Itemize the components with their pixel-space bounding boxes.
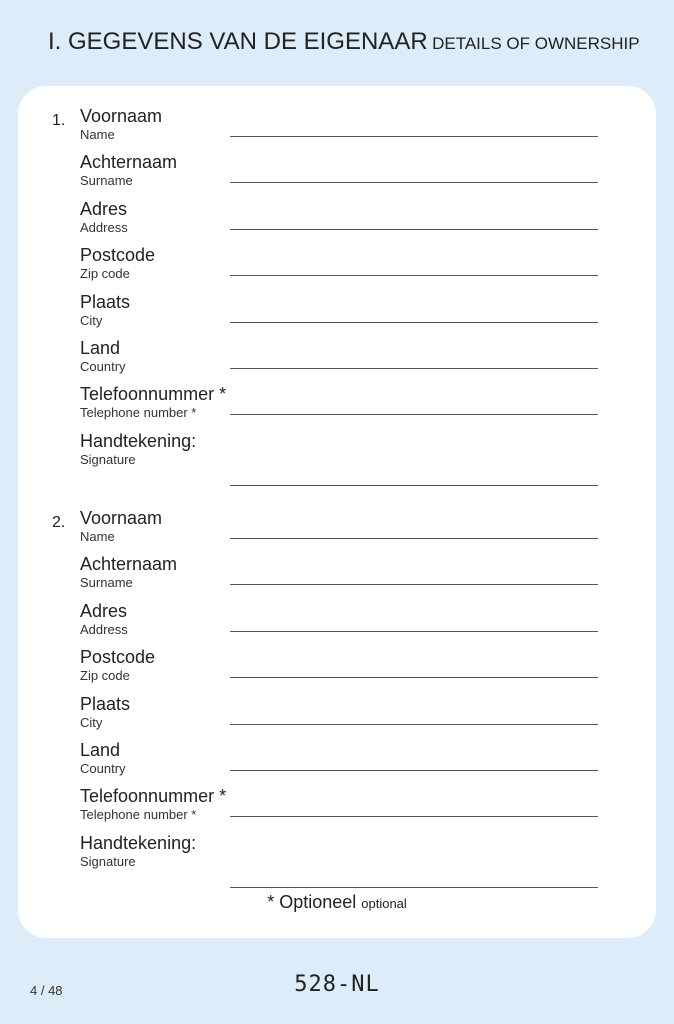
form-field-row xyxy=(18,384,656,428)
form-field-row xyxy=(18,601,656,645)
field-label: Land xyxy=(80,338,121,358)
write-in-line[interactable] xyxy=(230,770,598,771)
write-in-line[interactable] xyxy=(230,182,598,183)
signature-line[interactable] xyxy=(230,485,598,486)
field-label: Telefoonnummer * xyxy=(80,786,227,807)
field-label: Handtekening: xyxy=(80,430,197,451)
field-label: Postcode xyxy=(80,245,156,266)
field-label: Achternaam xyxy=(80,554,178,575)
write-in-line[interactable] xyxy=(230,816,598,817)
write-in-line[interactable] xyxy=(230,631,598,632)
field-label-english: City xyxy=(80,714,103,730)
field-label-english: Country xyxy=(80,359,126,374)
field-label-english: Telephone number * xyxy=(80,807,197,823)
document-code: 528-NL xyxy=(294,972,380,997)
form-field-row xyxy=(18,245,656,289)
form-field-row xyxy=(18,554,656,598)
field-label-english: Country xyxy=(80,761,126,776)
form-field-row xyxy=(18,647,656,691)
form-field-row xyxy=(18,786,656,830)
field-label: Postcode xyxy=(80,647,156,668)
page-number: 4 / 48 xyxy=(30,983,63,998)
form-field-row xyxy=(18,106,656,150)
field-label: Handtekening: xyxy=(80,832,197,853)
field-label: Telefoonnummer * xyxy=(80,384,227,405)
field-label-english: Name xyxy=(80,529,115,544)
form-field-row xyxy=(18,694,656,738)
form-field-row xyxy=(18,292,656,336)
field-label: Adres xyxy=(80,198,128,219)
write-in-line[interactable] xyxy=(230,368,598,369)
write-in-line[interactable] xyxy=(230,538,598,539)
field-label: Plaats xyxy=(80,693,131,714)
field-label-english: Signature xyxy=(80,451,136,467)
field-label-english: Surname xyxy=(80,173,133,189)
field-label-english: Surname xyxy=(80,575,133,591)
field-label-english: Telephone number * xyxy=(80,405,197,421)
form-field-row xyxy=(18,833,656,877)
field-label-english: City xyxy=(80,312,103,328)
section-title: I. GEGEVENS VAN DE EIGENAAR xyxy=(48,28,428,55)
signature-line[interactable] xyxy=(230,887,598,888)
write-in-line[interactable] xyxy=(230,136,598,137)
optional-note-english: optional xyxy=(361,896,407,911)
section-title-english: DETAILS OF OWNERSHIP xyxy=(432,34,640,53)
form-field-row xyxy=(18,508,656,552)
form-field-row xyxy=(18,199,656,243)
owner-number: 1. xyxy=(52,112,66,129)
field-label: Land xyxy=(80,740,121,760)
field-label-english: Name xyxy=(80,127,115,142)
write-in-line[interactable] xyxy=(230,584,598,585)
write-in-line[interactable] xyxy=(230,724,598,725)
write-in-line[interactable] xyxy=(230,322,598,323)
field-label-english: Address xyxy=(80,219,128,235)
optional-note: * Optioneel xyxy=(267,892,357,912)
write-in-line[interactable] xyxy=(230,229,598,230)
form-field-row xyxy=(18,152,656,196)
form-field-row xyxy=(18,338,656,382)
write-in-line[interactable] xyxy=(230,677,598,678)
page-header xyxy=(48,28,640,56)
form-field-row xyxy=(18,740,656,784)
owner-number: 2. xyxy=(52,514,66,531)
field-label: Voornaam xyxy=(80,508,163,528)
field-label: Achternaam xyxy=(80,152,178,173)
ownership-form-card xyxy=(18,86,656,938)
field-label: Voornaam xyxy=(80,106,163,126)
optional-footnote xyxy=(18,892,656,913)
field-label: Plaats xyxy=(80,291,131,312)
write-in-line[interactable] xyxy=(230,414,598,415)
field-label-english: Signature xyxy=(80,853,136,869)
field-label-english: Zip code xyxy=(80,266,130,282)
form-field-row xyxy=(18,431,656,475)
field-label-english: Address xyxy=(80,621,128,637)
field-label-english: Zip code xyxy=(80,668,130,684)
write-in-line[interactable] xyxy=(230,275,598,276)
field-label: Adres xyxy=(80,600,128,621)
